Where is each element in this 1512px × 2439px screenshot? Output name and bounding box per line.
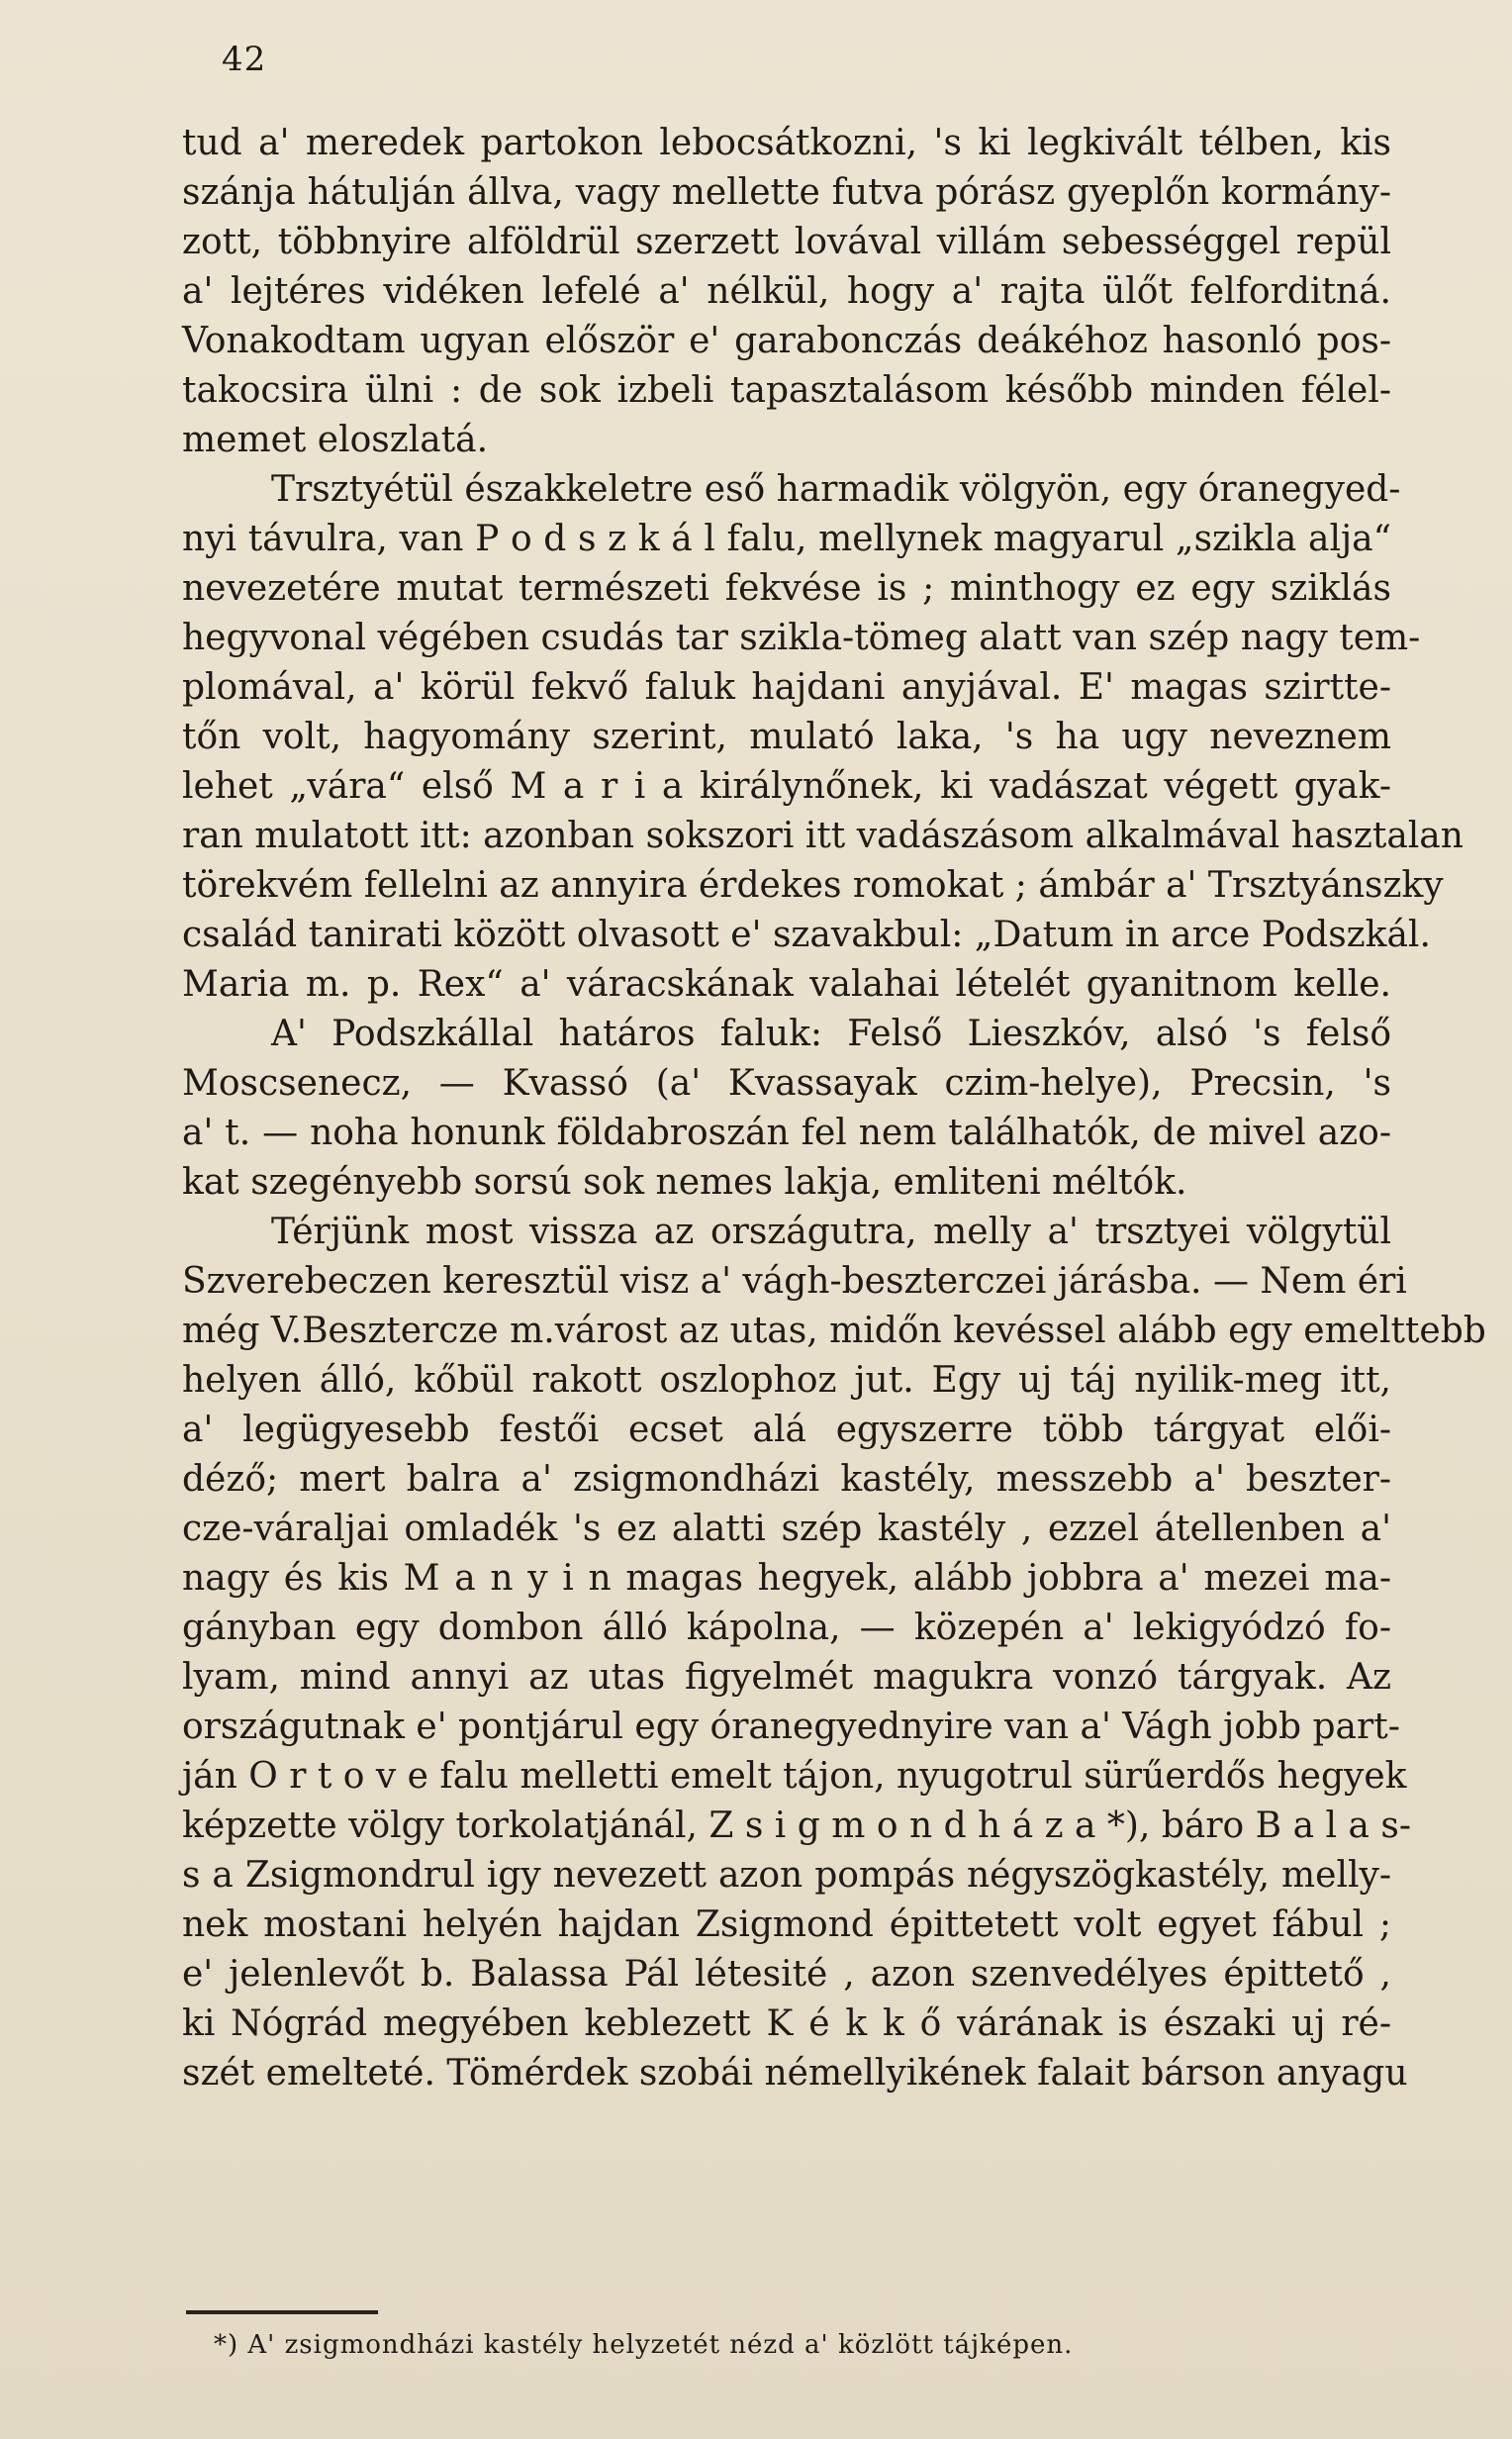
body-text <box>182 119 1486 2098</box>
text-line: Trsztyétül északkeletre eső harmadik völgyön, egy óranegyed- <box>271 469 1401 510</box>
text-line: országutnak e' pontjárul egy óranegyednyire van a' Vágh jobb part- <box>182 1707 1400 1747</box>
page-number: 42 <box>222 40 267 79</box>
text-line: szánja hátulján állva, vagy mellette futva pórász gyeplőn kormány- <box>182 172 1391 213</box>
text-line: a' t. — noha honunk földabroszán fel nem találhatók, de mivel azo- <box>182 1113 1391 1153</box>
text-line: ki Nógrád megyében keblezett K é k k ő várának is északi uj ré- <box>182 2003 1391 2044</box>
text-line: ján O r t o v e falu melletti emelt tájon, nyugotrul sürűerdős hegyek <box>182 1756 1407 1797</box>
text-line: család tanirati között olvasott e' szavakbul: „Datum in arce Podszkál. <box>182 915 1431 955</box>
text-line: Vonakodtam ugyan először e' garabonczás deákéhoz hasonló pos- <box>182 321 1391 361</box>
text-line: kat szegényebb sorsú sok nemes lakja, emliteni méltók. <box>182 1162 1187 1203</box>
text-line: déző; mert balra a' zsigmondházi kastély, messzebb a' beszter- <box>182 1459 1391 1500</box>
text-line: tud a' meredek partokon lebocsátkozni, 's ki legkivált télben, kis <box>182 123 1391 163</box>
text-line: hegyvonal végében csudás tar szikla-tömeg alatt van szép nagy tem- <box>182 618 1421 658</box>
text-line: nagy és kis M a n y i n magas hegyek, alább jobbra a' mezei ma- <box>182 1558 1391 1599</box>
text-line: a' lejtéres vidéken lefelé a' nélkül, hogy a' rajta ülőt felforditná. <box>182 271 1391 312</box>
text-line: gányban egy dombon álló kápolna, — közepén a' lekigyódzó fo- <box>182 1608 1391 1648</box>
footnote-divider <box>186 2310 378 2314</box>
text-line: képzette völgy torkolatjánál, Z s i g m o n d h á z a *), báro B a l a s- <box>182 1805 1411 1846</box>
text-line: e' jelenlevőt b. Balassa Pál létesité , azon szenvedélyes épittető , <box>182 1954 1391 1995</box>
text-line: cze-váraljai omladék 's ez alatti szép kastély , ezzel átellenben a' <box>182 1509 1391 1549</box>
text-line: még V.Beszterczе m.várost az utas, midőn kevéssel alább egy emelttebb <box>182 1311 1486 1351</box>
text-line: Maria m. p. Rex“ a' váracskának valahai lételét gyanitnom kelle. <box>182 964 1391 1005</box>
text-line: zott, többnyire alföldrül szerzett lovával villám sebességgel repül <box>182 222 1391 262</box>
text-line: plomával, a' körül fekvő faluk hajdani anyjával. E' magas szirtte- <box>182 667 1391 708</box>
text-line: a' legügyesebb festői ecset alá egyszerre több tárgyat elői- <box>182 1410 1391 1450</box>
text-line: ran mulatott itt: azonban sokszori itt vadászásom alkalmával hasztalan <box>182 816 1464 856</box>
text-line: nevezetére mutat természeti fekvése is ; minthogy ez egy sziklás <box>182 568 1391 609</box>
text-line: lehet „vára“ első M a r i a királynőnek, ki vadászat végett gyak- <box>182 766 1391 807</box>
text-line: memet eloszlatá. <box>182 420 489 460</box>
text-line: szét emelteté. Tömérdek szobái némellyikének falait bárson anyagu <box>182 2053 1408 2094</box>
text-line: Térjünk most vissza az országutra, melly a' trsztyei völgytül <box>271 1212 1391 1252</box>
text-line: helyen álló, kőbül rakott oszlophoz jut. Egy uj táj nyilik-meg itt, <box>182 1360 1391 1401</box>
text-line: s a Zsigmondrul igy nevezett azon pompás négyszögkastély, melly- <box>182 1855 1391 1896</box>
text-line: Moscsenecz, — Kvassó (a' Kvassayak czim-helye), Precsin, 's <box>182 1063 1391 1104</box>
text-line: takocsira ülni : de sok izbeli tapasztalásom később minden félel- <box>182 370 1391 411</box>
text-line: Szverebeczen keresztül visz a' vágh-beszterczei járásba. — Nem éri <box>182 1261 1407 1302</box>
text-line: A' Podszkállal határos faluk: Felső Lieszkóv, alsó 's felső <box>271 1014 1391 1054</box>
text-line: tőn volt, hagyomány szerint, mulató laka, 's ha ugy neveznem <box>182 717 1391 757</box>
footnote: *) A' zsigmondházi kastély helyzetét nézd a' közlött tájképen. <box>214 2330 1074 2360</box>
text-line: lyam, mind annyi az utas figyelmét magukra vonzó tárgyak. Az <box>182 1657 1391 1698</box>
text-line: nyi távulra, van P o d s z k á l falu, mellynek magyarul „szikla alja“ <box>182 519 1391 559</box>
text-line: törekvém fellelni az annyira érdekes romokat ; ámbár a' Trsztyánszky <box>182 865 1444 906</box>
text-line: nek mostani helyén hajdan Zsigmond épittetett volt egyet fábul ; <box>182 1904 1391 1945</box>
